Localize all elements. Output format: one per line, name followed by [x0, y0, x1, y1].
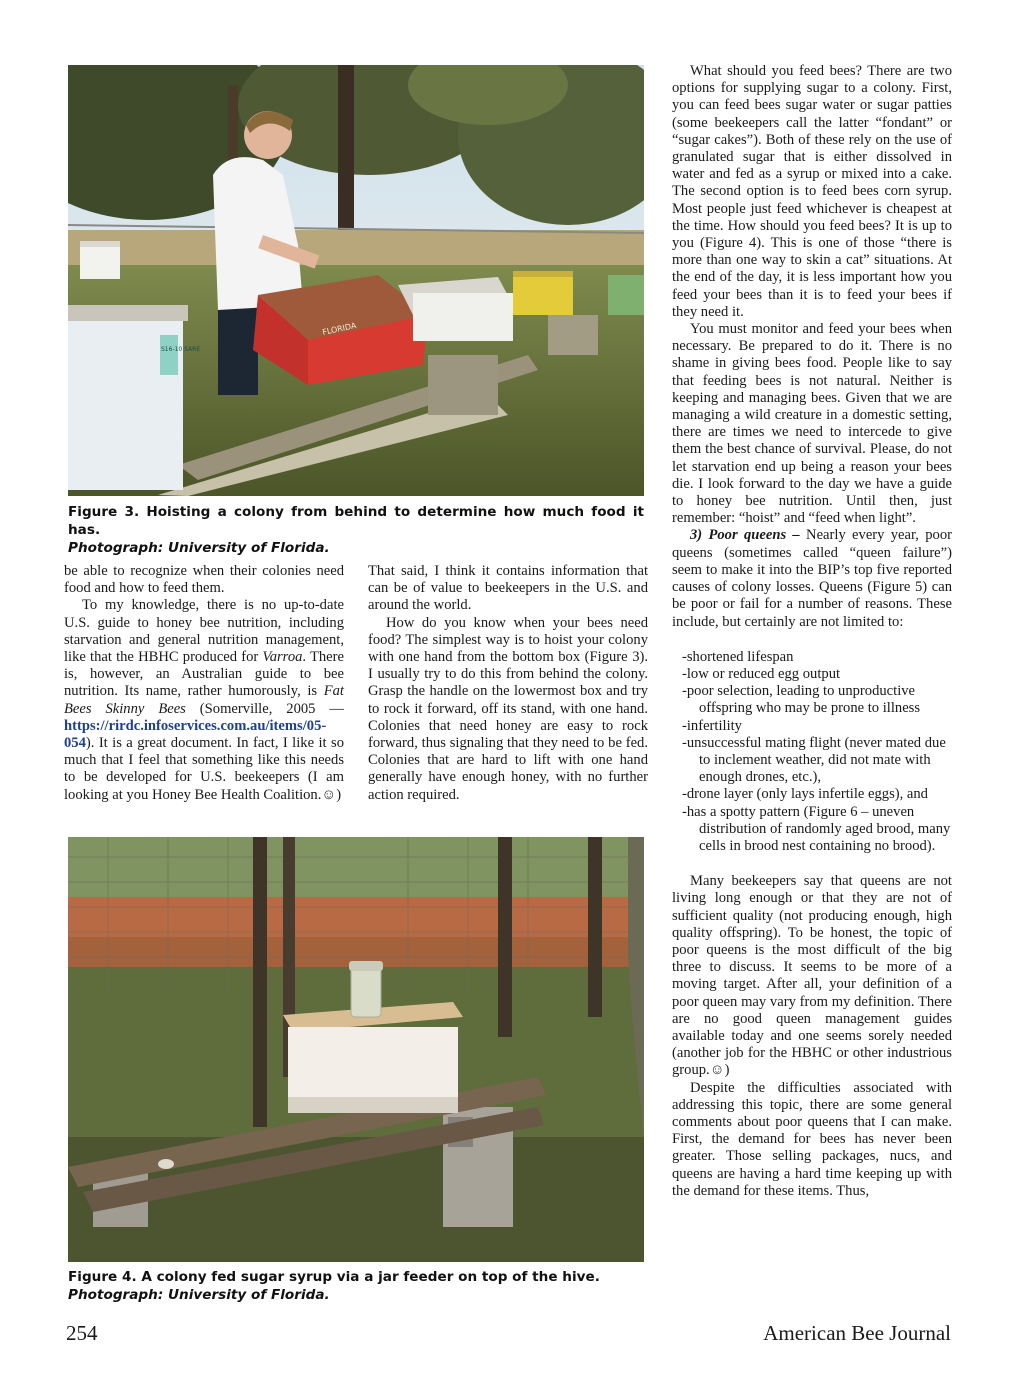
left-paragraph-2 [64, 597, 344, 803]
left-column [64, 563, 344, 804]
list-item: -drone layer (only lays infertile eggs), and [682, 786, 928, 803]
figure-4-credit: Photograph: University of Florida. [68, 1287, 330, 1303]
hive-tag: S16-10 SARE [161, 346, 201, 353]
figure-4-caption [68, 1268, 644, 1304]
poor-queens-heading: 3) Poor queens – [690, 527, 800, 544]
right-paragraph-3 [672, 527, 952, 630]
varroa-term: Varroa [262, 649, 303, 666]
right-column [672, 63, 952, 1200]
left-paragraph-1: be able to recognize when their colonies need food and how to feed them. [64, 563, 344, 597]
right-paragraph-5: Despite the difficulties associated with addressing this topic, there are some general comments about poor queens that I can make. First, the demand for bees has never been greater. Those selling packages, nucs, and queens are having a hard time keeping up with the demand for these items. Thus, [672, 1079, 952, 1199]
list-item: -has a spotty pattern (Figure 6 – uneven distribution of randomly aged brood, many cells in brood nest containing no brood). [682, 803, 951, 854]
figure-3-caption [68, 503, 644, 557]
left-p2-text-c: (Somerville, 2005 — [185, 700, 345, 717]
figure-4-caption-text: Figure 4. A colony fed sugar syrup via a jar feeder on top of the hive. [68, 1269, 600, 1285]
figure-3-credit: Photograph: University of Florida. [68, 540, 330, 556]
figure-4-photo [68, 837, 644, 1262]
right-paragraph-1: What should you feed bees? There are two options for supplying sugar to a colony. First, you can feed bees sugar water or sugar patties (some beekeepers call the latter “fondant” or “sugar cakes”). Both of these rely on the use of granulated sugar that is either dissolved in water and fed as a syrup or mixed into a cake. The second option is to feed bees corn syrup. Most people just feed whichever is cheapest at the time. How should you feed bees? It is up to you (Figure 4). This is one of those “there is more than one way to skin a cat” situations. At the end of the day, it is less important how you feed your bees than it is to feed your bees if they need it. [672, 63, 952, 320]
right-paragraph-2: You must monitor and feed your bees when necessary. Be prepared to do it. There is no shame in giving bees food. People like to say that feeding bees is not natural. Neither is keeping and managing bees. Given that we are managing a wild creature in a domestic setting, there are times we need to intercede to give them the best chance of survival. Please, do not let starvation end up being a reason your bees die. I look forward to the day we have a guide to honey bee nutrition. Until then, just remember: “hoist” and “feed when light”. [672, 321, 952, 527]
list-item: -poor selection, leading to unproductive offspring who may be prone to illness [682, 683, 921, 717]
poor-queen-reasons-list [682, 649, 952, 855]
guide-link[interactable]: https://rirdc.infoservices.com.au/items/05-054 [64, 717, 327, 752]
guide-title: Fat Bees Skinny Bees [64, 683, 344, 717]
middle-paragraph-2: How do you know when your bees need food? The simplest way is to hoist your colony with one hand from the bottom box (Figure 3). I usually try to do this from behind the colony. Grasp the handle on the lowermost box and try to rock it forward, off its stand, with one hand. Colonies that need honey are easy to rock forward, thus signaling that they need to be fed. Colonies that are hard to lift with one hand generally have enough honey, with no further action required. [368, 614, 648, 803]
figure-3-photo [68, 65, 644, 496]
left-p2-text-b: . There is, however, an Australian guide to bee nutrition. Its name, rather humorously, is [64, 649, 344, 700]
middle-paragraph-1: That said, I think it contains information that can be of value to beekeepers in the U.S. and around the world. [368, 563, 648, 614]
right-p3-text: Nearly every year, poor queens (sometimes called “queen failure”) seem to make it into the BIP’s top five reported causes of colony losses. Queens (Figure 5) can be poor or fail for a number of reasons. These include, but certainly are not limited to: [672, 527, 952, 630]
list-item: -infertility [682, 717, 742, 734]
left-p2-text-d: ). It is a great document. In fact, I like it so much that I feel that something like this needs to be developed for U.S. beekeepers (I am looking at you Honey Bee Health Coalition.☺) [64, 735, 344, 803]
list-item: -low or reduced egg output [682, 665, 841, 682]
list-item: -unsuccessful mating flight (never mated due to inclement weather, did not mate with enough drones, etc.), [682, 734, 946, 786]
figure-3-caption-text: Figure 3. Hoisting a colony from behind to determine how much food it has. [68, 504, 644, 538]
journal-name: American Bee Journal [763, 1321, 951, 1345]
left-p2-text-a: To my knowledge, there is no up-to-date U.S. guide to honey bee nutrition, including starvation and general nutrition management, like that the HBHC produced for [64, 597, 344, 666]
page-number: 254 [66, 1321, 98, 1345]
right-paragraph-4: Many beekeepers say that queens are not living long enough or that they are not of sufficient quality (not producing enough, high quality offspring). To be honest, the topic of poor queens is the most difficult of the big three to discuss. It seems to be more of a moving target. After all, your definition of a poor queen may vary from my definition. There are no good queen management guides available today and one seems sorely needed (another job for the HBHC or other industrious group.☺) [672, 873, 952, 1079]
list-item: -shortened lifespan [682, 648, 794, 665]
middle-column [368, 563, 648, 804]
hive-label-florida: FLORIDA [321, 320, 358, 337]
